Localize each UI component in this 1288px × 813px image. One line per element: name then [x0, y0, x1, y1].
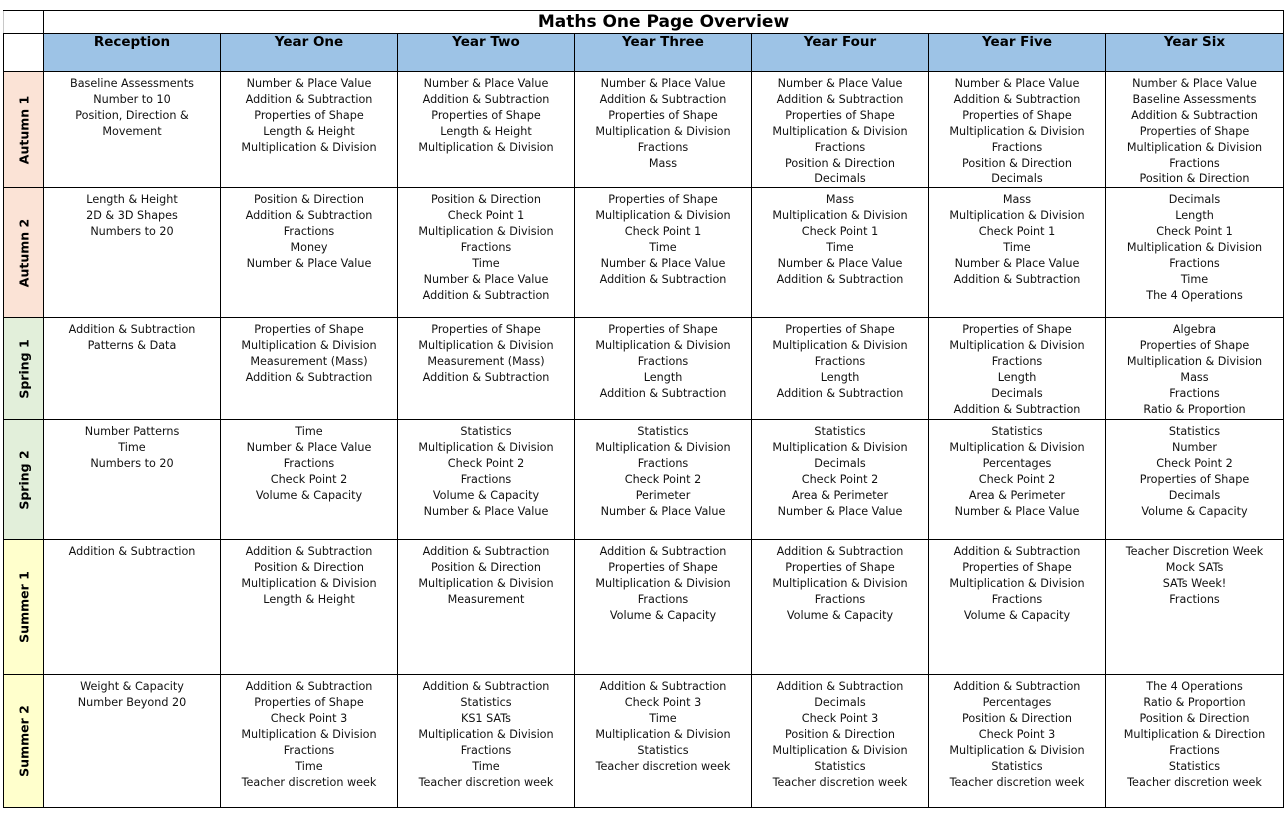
topic-item: Decimals	[814, 457, 866, 471]
topic-item: Fractions	[637, 457, 689, 471]
topic-item: Number & Place Value	[777, 256, 903, 270]
topic-item: Fractions	[1169, 156, 1220, 170]
overview-table	[3, 10, 1284, 808]
topic-item: Numbers to 20	[90, 457, 174, 471]
topic-item: Multiplication & Division	[949, 441, 1085, 455]
topic-item: Patterns & Data	[87, 339, 177, 353]
topic-item: Statistics	[991, 759, 1043, 773]
topic-item: Statistics	[460, 696, 512, 710]
topic-item: Multiplication & Division	[949, 339, 1085, 353]
topic-item: Multiplication & Division	[772, 441, 908, 455]
topic-item: Multiplication & Division	[418, 339, 554, 353]
topic-item: Addition & Subtraction	[953, 92, 1081, 106]
term-label-cell[interactable]	[4, 188, 44, 318]
term-label-cell[interactable]	[4, 675, 44, 808]
topic-item: Teacher discretion week	[949, 775, 1085, 789]
topic-cell[interactable]	[221, 188, 398, 318]
topic-item: Mock SATs	[1165, 561, 1224, 575]
term-label: Autumn 2	[16, 218, 31, 288]
topic-item: SATs Week!	[1162, 577, 1227, 591]
topic-item: Properties of Shape	[785, 561, 895, 575]
topic-cell[interactable]	[752, 188, 929, 318]
term-label-cell[interactable]	[4, 540, 44, 675]
topic-item: Fractions	[637, 355, 689, 369]
column-header-year-one[interactable]: Year One	[221, 34, 398, 72]
topic-item: Addition & Subtraction	[245, 680, 373, 694]
topic-item: Addition & Subtraction	[953, 680, 1081, 694]
topic-item: Multiplication & Division	[418, 728, 554, 742]
topic-item: Length	[997, 371, 1037, 385]
topic-item: Fractions	[283, 225, 335, 239]
topic-item: Numbers to 20	[90, 225, 174, 239]
topic-item: Fractions	[814, 140, 866, 154]
topic-item: Fractions	[460, 473, 512, 487]
topic-item: Fractions	[991, 593, 1043, 607]
topic-item: KS1 SATs	[460, 712, 511, 726]
topic-cell[interactable]	[929, 188, 1106, 318]
topic-item: Fractions	[1169, 256, 1220, 270]
topic-item: Position & Direction	[431, 561, 541, 575]
topic-item: Movement	[102, 124, 162, 138]
topic-item: Position & Direction	[1139, 712, 1250, 726]
topic-item: Volume & Capacity	[255, 488, 363, 502]
topic-item: Number & Place Value	[954, 256, 1080, 270]
title-row	[4, 11, 1284, 34]
topic-item: Multiplication & Division	[241, 577, 377, 591]
topic-item: Properties of Shape	[608, 561, 718, 575]
topic-item: Area & Perimeter	[791, 488, 889, 502]
topic-item: Teacher discretion week	[595, 759, 731, 773]
topic-item: Mass	[1180, 371, 1209, 385]
column-header-year-two[interactable]: Year Two	[398, 34, 575, 72]
topic-item: Check Point 2	[447, 457, 525, 471]
topic-item: Multiplication & Division	[772, 577, 908, 591]
topic-item: Check Point 2	[978, 473, 1056, 487]
topic-item: Time	[1180, 272, 1209, 286]
topic-item: Properties of Shape	[1139, 473, 1250, 487]
topic-item: Number & Place Value	[246, 441, 372, 455]
term-label-cell[interactable]	[4, 318, 44, 420]
topic-item: Number Beyond 20	[77, 696, 187, 710]
topic-item: Length	[643, 371, 683, 385]
topic-item: Measurement	[447, 593, 525, 607]
topic-cell[interactable]	[575, 72, 752, 188]
column-header-year-four[interactable]: Year Four	[752, 34, 929, 72]
topic-item: Properties of Shape	[962, 323, 1072, 337]
topic-item: Properties of Shape	[785, 323, 895, 337]
topic-item: Addition & Subtraction	[776, 386, 904, 400]
topic-item: Check Point 3	[801, 712, 879, 726]
topic-item: Addition & Subtraction	[422, 680, 550, 694]
topic-cell[interactable]	[752, 675, 929, 808]
topic-item: Addition & Subtraction	[776, 680, 904, 694]
term-row-spring-2	[4, 420, 1284, 540]
topic-item: Addition & Subtraction	[599, 545, 727, 559]
topic-item: Statistics	[814, 759, 866, 773]
topic-item: Number & Place Value	[954, 77, 1080, 90]
topic-item: Properties of Shape	[1139, 339, 1250, 353]
term-label-cell[interactable]	[4, 72, 44, 188]
topic-item: Number & Place Value	[1132, 77, 1257, 90]
topic-item: Multiplication & Division	[772, 743, 908, 757]
term-row-autumn-2	[4, 188, 1284, 318]
topic-item: Decimals	[814, 172, 866, 186]
topic-item: Length & Height	[263, 124, 355, 138]
topic-item: Decimals	[991, 386, 1043, 400]
topic-item: Addition & Subtraction	[599, 92, 727, 106]
topic-cell[interactable]	[752, 540, 929, 675]
topic-item: Multiplication & Division	[949, 124, 1085, 138]
topic-item: Position & Direction	[431, 193, 541, 207]
topic-cell[interactable]	[398, 188, 575, 318]
topic-cell[interactable]	[44, 420, 221, 540]
topic-item: Multiplication & Division	[595, 339, 731, 353]
topic-item: Properties of Shape	[785, 108, 895, 122]
term-label: Summer 1	[16, 571, 31, 644]
topic-item: Number to 10	[93, 92, 171, 106]
topic-item: Ratio & Proportion	[1143, 696, 1246, 710]
topic-item: Statistics	[991, 425, 1043, 439]
topic-item: Fractions	[460, 743, 512, 757]
topic-item: Check Point 1	[978, 225, 1056, 239]
topic-item: Multiplication & Division	[241, 140, 377, 154]
topic-item: Fractions	[814, 593, 866, 607]
topic-item: Volume & Capacity	[432, 488, 540, 502]
topic-item: Time	[649, 241, 677, 255]
topic-item: The 4 Operations	[1146, 288, 1243, 302]
topic-item: Length & Height	[263, 593, 355, 607]
topic-item: Time	[826, 241, 854, 255]
topic-item: Check Point 2	[801, 473, 879, 487]
topic-item: Multiplication & Division	[595, 209, 731, 223]
topic-item: Check Point 1	[1156, 225, 1233, 239]
topic-item: Position, Direction &	[75, 108, 189, 122]
topic-item: Multiplication & Division	[241, 339, 377, 353]
topic-item: Time	[295, 425, 323, 439]
topic-item: Properties of Shape	[608, 193, 718, 207]
topic-cell[interactable]	[929, 318, 1106, 420]
topic-item: Addition & Subtraction	[953, 402, 1081, 416]
topic-cell[interactable]	[929, 72, 1106, 188]
topic-item: Time	[472, 256, 500, 270]
topic-item: Volume & Capacity	[1141, 504, 1248, 518]
topic-item: Multiplication & Division	[418, 225, 554, 239]
topic-item: Fractions	[1169, 386, 1220, 400]
topic-item: Fractions	[1169, 593, 1220, 607]
topic-item: Weight & Capacity	[80, 680, 184, 694]
topic-item: Mass	[825, 193, 855, 207]
topic-cell[interactable]	[1106, 420, 1284, 540]
topic-item: Addition & Subtraction	[776, 92, 904, 106]
term-row-summer-1	[4, 540, 1284, 675]
topic-cell[interactable]	[44, 675, 221, 808]
topic-item: Time	[295, 759, 323, 773]
topic-cell[interactable]	[575, 318, 752, 420]
topic-item: Multiplication & Division	[772, 209, 908, 223]
topic-cell[interactable]	[221, 420, 398, 540]
topic-cell[interactable]	[398, 540, 575, 675]
topic-item: Fractions	[1169, 743, 1220, 757]
term-row-summer-2	[4, 675, 1284, 808]
term-label: Summer 2	[16, 705, 31, 778]
topic-item: Decimals	[1168, 488, 1221, 502]
topic-cell[interactable]	[1106, 72, 1284, 188]
topic-item: Multiplication & Division	[418, 441, 554, 455]
topic-cell[interactable]	[398, 318, 575, 420]
topic-item: Multiplication & Division	[949, 743, 1085, 757]
topic-item: Multiplication & Division	[595, 728, 731, 742]
topic-item: Percentages	[982, 457, 1052, 471]
topic-item: Decimals	[991, 172, 1043, 186]
topic-item: Time	[118, 441, 146, 455]
topic-item: Addition & Subtraction	[599, 680, 727, 694]
term-label: Autumn 1	[16, 95, 31, 164]
topic-item: Mass	[1002, 193, 1032, 207]
topic-item: Time	[472, 759, 500, 773]
topic-item: Volume & Capacity	[786, 608, 894, 622]
term-row-spring-1	[4, 318, 1284, 420]
topic-item: Fractions	[460, 241, 512, 255]
topic-item: Multiplication & Division	[418, 577, 554, 591]
topic-cell[interactable]	[221, 72, 398, 188]
topic-item: Addition & Subtraction	[68, 323, 196, 337]
topic-item: Fractions	[637, 593, 689, 607]
topic-item: Fractions	[991, 140, 1043, 154]
topic-item: Decimals	[814, 696, 866, 710]
topic-cell[interactable]	[752, 72, 929, 188]
topic-cell[interactable]	[1106, 318, 1284, 420]
topic-cell[interactable]	[221, 318, 398, 420]
topic-item: Check Point 2	[1156, 457, 1233, 471]
topic-item: Number & Place Value	[954, 504, 1080, 518]
topic-item: Check Point 1	[624, 225, 702, 239]
topic-item: Teacher discretion week	[418, 775, 554, 789]
column-header-year-five[interactable]: Year Five	[929, 34, 1106, 72]
topic-item: Number & Place Value	[600, 77, 726, 90]
topic-item: Properties of Shape	[608, 323, 718, 337]
topic-cell[interactable]	[1106, 540, 1284, 675]
topic-item: Multiplication & Division	[418, 140, 554, 154]
topic-item: Length	[820, 371, 860, 385]
topic-item: Properties of Shape	[962, 108, 1072, 122]
topic-item: Number	[1172, 441, 1217, 455]
topic-item: 2D & 3D Shapes	[86, 209, 178, 223]
topic-item: Teacher Discretion Week	[1125, 545, 1264, 559]
column-header-year-six[interactable]: Year Six	[1106, 34, 1284, 72]
topic-cell[interactable]	[44, 318, 221, 420]
topic-item: Baseline Assessments	[1132, 92, 1257, 106]
topic-cell[interactable]	[575, 540, 752, 675]
topic-item: Volume & Capacity	[963, 608, 1071, 622]
topic-item: Check Point 1	[447, 209, 525, 223]
topic-item: Addition & Subtraction	[245, 371, 373, 385]
title-corner-cell[interactable]	[4, 11, 44, 34]
topic-item: Money	[290, 241, 328, 255]
header-corner-cell[interactable]	[4, 34, 44, 72]
topic-item: Time	[649, 712, 677, 726]
topic-item: Multiplication & Division	[1126, 355, 1263, 369]
topic-item: Addition & Subtraction	[1131, 108, 1258, 122]
topic-item: Number & Place Value	[423, 77, 549, 90]
term-row-autumn-1	[4, 72, 1284, 188]
page-title[interactable]: Maths One Page Overview	[44, 11, 1284, 34]
topic-item: Fractions	[283, 743, 335, 757]
topic-cell[interactable]	[398, 420, 575, 540]
topic-item: Addition & Subtraction	[953, 272, 1081, 286]
topic-item: Multiplication & Division	[949, 577, 1085, 591]
topic-item: Multiplication & Division	[772, 339, 908, 353]
topic-item: Perimeter	[635, 488, 691, 502]
topic-item: Number Patterns	[84, 425, 180, 439]
topic-item: Teacher discretion week	[772, 775, 908, 789]
term-label-cell[interactable]	[4, 420, 44, 540]
topic-item: Number & Place Value	[600, 504, 726, 518]
topic-item: Properties of Shape	[431, 323, 541, 337]
topic-item: Number & Place Value	[777, 77, 903, 90]
topic-item: Statistics	[460, 425, 512, 439]
topic-item: Multiplication & Division	[772, 124, 908, 138]
topic-item: Statistics	[1168, 425, 1221, 439]
topic-cell[interactable]	[929, 675, 1106, 808]
topic-cell[interactable]	[1106, 188, 1284, 318]
topic-item: Addition & Subtraction	[245, 92, 373, 106]
topic-cell[interactable]	[221, 540, 398, 675]
column-header-year-three[interactable]: Year Three	[575, 34, 752, 72]
topic-item: Position & Direction	[785, 728, 895, 742]
topic-item: Addition & Subtraction	[245, 545, 373, 559]
topic-item: Length & Height	[86, 193, 178, 207]
topic-cell[interactable]	[575, 675, 752, 808]
topic-item: Position & Direction	[1139, 172, 1250, 186]
topic-item: Number & Place Value	[246, 77, 372, 90]
topic-item: Number & Place Value	[423, 504, 549, 518]
topic-item: Addition & Subtraction	[776, 545, 904, 559]
topic-item: Mass	[648, 156, 678, 170]
topic-cell[interactable]	[752, 420, 929, 540]
topic-item: Position & Direction	[254, 193, 364, 207]
term-label: Spring 2	[16, 450, 31, 510]
topic-cell[interactable]	[929, 540, 1106, 675]
topic-item: Check Point 2	[624, 473, 702, 487]
topic-item: Check Point 3	[624, 696, 702, 710]
topic-item: Decimals	[1168, 193, 1221, 207]
topic-cell[interactable]	[929, 420, 1106, 540]
topic-item: Multiplication & Division	[595, 124, 731, 138]
topic-item: Statistics	[637, 425, 689, 439]
topic-item: Measurement (Mass)	[427, 355, 545, 369]
topic-item: Properties of Shape	[608, 108, 718, 122]
topic-item: Teacher discretion week	[241, 775, 377, 789]
topic-item: Addition & Subtraction	[953, 545, 1081, 559]
topic-cell[interactable]	[221, 675, 398, 808]
topic-cell[interactable]	[752, 318, 929, 420]
topic-item: Multiplication & Division	[949, 209, 1085, 223]
topic-item: Properties of Shape	[431, 108, 541, 122]
topic-cell[interactable]	[398, 675, 575, 808]
topic-item: Number & Place Value	[423, 272, 549, 286]
topic-item: Area & Perimeter	[968, 488, 1066, 502]
topic-item: Addition & Subtraction	[422, 545, 550, 559]
topic-item: Position & Direction	[962, 712, 1072, 726]
topic-item: Check Point 3	[978, 728, 1056, 742]
topic-item: Baseline Assessments	[70, 77, 194, 90]
topic-item: Position & Direction	[254, 561, 364, 575]
topic-item: Properties of Shape	[254, 323, 364, 337]
topic-item: Ratio & Proportion	[1143, 402, 1246, 416]
topic-item: Addition & Subtraction	[599, 272, 727, 286]
topic-item: Fractions	[637, 140, 689, 154]
topic-item: Addition & Subtraction	[68, 545, 196, 559]
topic-cell[interactable]	[575, 420, 752, 540]
topic-item: Addition & Subtraction	[422, 92, 550, 106]
topic-item: Time	[1003, 241, 1031, 255]
topic-item: Addition & Subtraction	[599, 386, 727, 400]
topic-item: Multiplication & Direction	[1123, 728, 1266, 742]
topic-cell[interactable]	[44, 72, 221, 188]
topic-item: Addition & Subtraction	[776, 272, 904, 286]
topic-item: Fractions	[991, 355, 1043, 369]
topic-item: Length	[1175, 209, 1214, 223]
topic-cell[interactable]	[44, 188, 221, 318]
topic-item: Multiplication & Division	[595, 577, 731, 591]
column-header-reception[interactable]: Reception	[44, 34, 221, 72]
topic-item: Position & Direction	[785, 156, 895, 170]
topic-item: Percentages	[982, 696, 1052, 710]
topic-item: Fractions	[283, 457, 335, 471]
topic-item: Multiplication & Division	[1126, 140, 1263, 154]
topic-item: Properties of Shape	[1139, 124, 1250, 138]
topic-cell[interactable]	[398, 72, 575, 188]
header-row	[4, 34, 1284, 72]
topic-cell[interactable]	[44, 540, 221, 675]
topic-item: Statistics	[1168, 759, 1221, 773]
topic-item: Algebra	[1172, 323, 1217, 337]
topic-item: Properties of Shape	[254, 108, 364, 122]
topic-item: Volume & Capacity	[609, 608, 717, 622]
topic-item: Addition & Subtraction	[422, 371, 550, 385]
topic-item: Teacher discretion week	[1127, 775, 1262, 789]
topic-item: Properties of Shape	[962, 561, 1072, 575]
topic-item: Properties of Shape	[254, 696, 364, 710]
term-label: Spring 1	[16, 339, 31, 399]
topic-item: The 4 Operations	[1146, 680, 1243, 694]
topic-item: Addition & Subtraction	[422, 288, 550, 302]
topic-item: Statistics	[814, 425, 866, 439]
topic-item: Multiplication & Division	[241, 728, 377, 742]
topic-item: Number & Place Value	[777, 504, 903, 518]
topic-item: Multiplication & Division	[595, 441, 731, 455]
topic-item: Position & Direction	[962, 156, 1072, 170]
topic-item: Check Point 3	[270, 712, 348, 726]
topic-item: Check Point 2	[270, 473, 348, 487]
topic-item: Multiplication & Division	[1126, 241, 1263, 255]
topic-item: Number & Place Value	[600, 256, 726, 270]
topic-item: Addition & Subtraction	[245, 209, 373, 223]
topic-cell[interactable]	[575, 188, 752, 318]
topic-item: Fractions	[814, 355, 866, 369]
topic-cell[interactable]	[1106, 675, 1284, 808]
topic-item: Length & Height	[440, 124, 532, 138]
topic-item: Statistics	[637, 743, 689, 757]
topic-item: Measurement (Mass)	[250, 355, 368, 369]
topic-item: Check Point 1	[801, 225, 879, 239]
topic-item: Number & Place Value	[246, 256, 372, 270]
